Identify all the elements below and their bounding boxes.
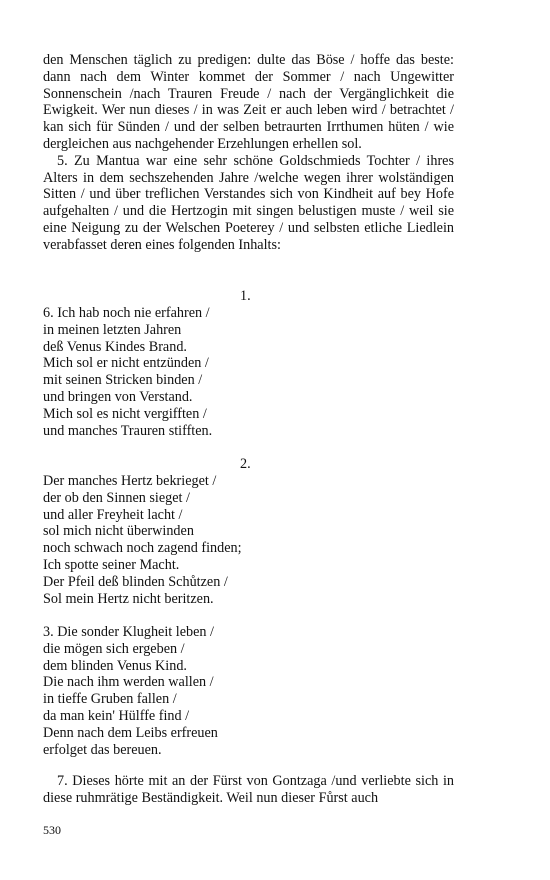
- stanza-number-2: 2.: [240, 456, 251, 472]
- verse-line: dem blinden Venus Kind.: [43, 657, 187, 674]
- verse-line: 3. Die sonder Klugheit leben /: [43, 624, 214, 640]
- stanza-number-1: 1.: [240, 288, 251, 304]
- verse-line: da man kein' Hülffe find /: [43, 707, 190, 724]
- verse-line: deß Venus Kindes Brand.: [43, 338, 187, 355]
- verse-line: Denn nach dem Leibs erfreuen: [43, 724, 218, 741]
- verse-line: noch schwach noch zagend finden;: [43, 540, 242, 557]
- verse-line: sol mich nicht überwinden: [43, 523, 194, 540]
- verse-line: Mich sol es nicht vergifften /: [43, 405, 207, 422]
- verse-line: Der Pfeil deß blinden Schůtzen /: [43, 573, 228, 590]
- verse-line: Die nach ihm werden wallen /: [43, 674, 214, 691]
- paragraph-mantua: 5. Zu Mantua war eine sehr schöne Goldschmieds Tochter / ihres Alters in dem sechszehenden Jahre /welche wegen ihrer wolständigen Sitten / und über treflichen Verstandes sich von Kindheit auf bey Hofe aufgehalten / und die Hertzogin mit singen belustigen muste / weil sie eine Neigung zu der Welschen Poeterey / und selbsten etliche Liedlein verabfasset deren eines folgenden Inhalts:: [43, 152, 454, 253]
- verse-line: 6. Ich hab noch nie erfahren /: [43, 305, 210, 321]
- verse-line: und aller Freyheit lacht /: [43, 506, 183, 523]
- intro-text: [43, 52, 454, 254]
- paragraph-gontzaga: 7. Dieses hörte mit an der Fürst von Gontzaga /und verliebte sich in diese ruhmrätige Beständigkeit. Weil nun dieser Fůrst auch: [43, 773, 454, 806]
- verse-line: Ich spotte seiner Macht.: [43, 556, 180, 573]
- verse-line: und bringen von Verstand.: [43, 388, 193, 405]
- verse-line: der ob den Sinnen sieget /: [43, 489, 190, 506]
- poem-stanza-2: [43, 473, 242, 607]
- verse-line: Mich sol er nicht entzünden /: [43, 355, 209, 372]
- verse-line: in tieffe Gruben fallen /: [43, 691, 177, 708]
- paragraph-preaching: den Menschen täglich zu predigen: dulte das Böse / hoffe das beste: dann nach dem Winter kommet der Sommer / nach Ungewitter Sonnenschein /nach Trauren Freude / nach der Vergänglichkeit die Ewigkeit. Wer nun dieses / in was Zeit er auch leben wird / betrachtet / kan sich für Sünden / und der selben betraurten Irrthumen hüten / wie dergleichen aus nachgehender Erzehlungen erhellen sol.: [43, 52, 454, 152]
- poem-stanza-3: [43, 624, 218, 758]
- verse-line: erfolget das bereuen.: [43, 741, 162, 758]
- closing-text: [43, 773, 454, 807]
- verse-line: in meinen letzten Jahren: [43, 321, 182, 338]
- verse-line: die mögen sich ergeben /: [43, 640, 185, 657]
- verse-line: und manches Trauren stifften.: [43, 422, 213, 439]
- verse-line: Sol mein Hertz nicht beritzen.: [43, 590, 214, 607]
- page-number: 530: [43, 823, 61, 837]
- poem-stanza-1: [43, 305, 212, 439]
- verse-line: mit seinen Stricken binden /: [43, 372, 203, 389]
- verse-line: Der manches Hertz bekrieget /: [43, 473, 217, 489]
